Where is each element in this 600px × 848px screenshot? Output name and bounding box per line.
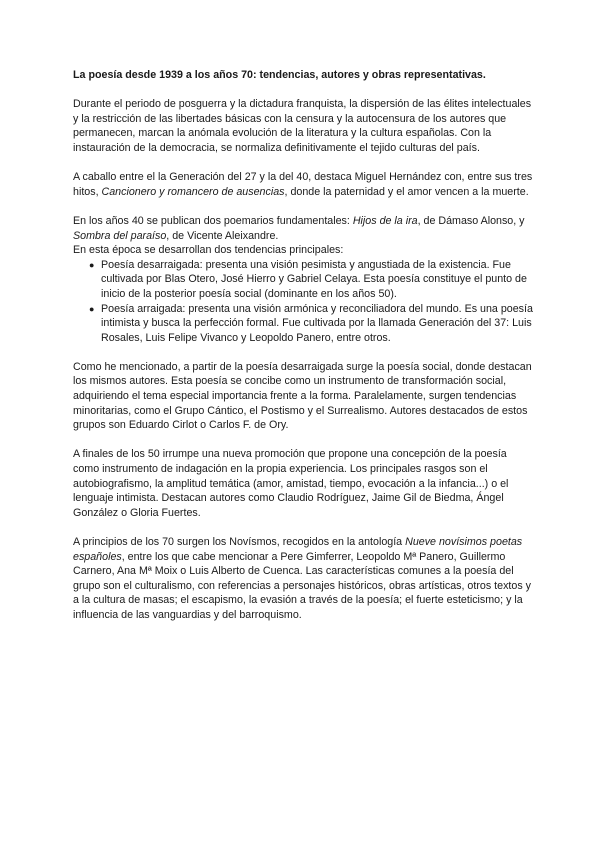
paragraph-novisimos xyxy=(73,535,533,623)
list-item xyxy=(89,258,533,302)
text-span: , entre los que cabe mencionar a Pere Gimferrer, Leopoldo Mª Panero, Guillermo Carnero, Ana Mª Moix o Luis Alberto de Cuenca. Las características comunes a la poesía del grupo son el culturalismo, con referencias a personajes históricos, obras artísticas, otros textos y a la cultura de masas; el escapismo, la evasión a través de la poesía; el fuerte esteticismo; y la influencia de las vanguardias y del barroquismo. xyxy=(73,550,531,621)
text-span: , donde la paternidad y el amor vencen a la muerte. xyxy=(284,185,529,198)
text-span: , de Dámaso Alonso, y xyxy=(417,214,525,227)
list-item xyxy=(89,302,533,346)
list-item-text: Poesía desarraigada: presenta una visión pesimista y angustiada de la existencia. Fue cultivada por Blas Otero, José Hierro y Gabriel Celaya. Esta poesía constituye el punto de inicio de la posterior poesía social (dominante en los años 50). xyxy=(101,258,527,300)
paragraph-poesia-social: Como he mencionado, a partir de la poesía desarraigada surge la poesía social, donde destacan los mismos autores. Esta poesía se concibe como un instrumento de transformación social, adquiriendo el tema especial importancia frente a la forma. Paralelamente, surgen tendencias minoritarias, como el Grupo Cántico, el Postismo y el Surrealismo. Autores destacados de estos grupos son Eduardo Cirlot o Carlos F. de Ory. xyxy=(73,360,532,432)
text-span: A principios de los 70 surgen los Novísmos, recogidos en la antología xyxy=(73,536,406,548)
list-item-text: Poesía arraigada: presenta una visión armónica y reconciliadora del mundo. Es una poesía intimista y busca la perfección formal. Fue cultivada por la llamada Generación del 37: Luis Rosales, Luis Felipe Vivanco y Leopoldo Panero, entre otros. xyxy=(101,302,533,344)
paragraph-anos-50: A finales de los 50 irrumpe una nueva promoción que propone una concepción de la poesía como instrumento de indagación en la propia experiencia. Los principales rasgos son el autobiografismo, la amplitud temática (amor, amistad, tiempo, evocación a la infancia...) o el lenguaje intimista. Destacan autores como Claudio Rodríguez, Jaime Gil de Biedma, Ángel González o Gloria Fuertes. xyxy=(73,448,509,519)
paragraph-anos-40 xyxy=(73,214,533,243)
tendencias-list xyxy=(73,258,533,346)
paragraph-miguel-hernandez xyxy=(73,170,533,199)
document-title: La poesía desde 1939 a los años 70: tendencias, autores y obras representativas. xyxy=(73,69,486,81)
bullet-icon: ● xyxy=(89,259,95,270)
document-page xyxy=(73,68,533,637)
text-span: A caballo entre el la Generación del 27 y la del 40, destaca Miguel Hernández con, entre sus tres hitos, xyxy=(73,171,533,198)
work-title: Cancionero y romancero de ausencias xyxy=(101,185,285,198)
text-span: , de Vicente Aleixandre. xyxy=(166,229,279,242)
work-title: Hijos de la ira xyxy=(352,214,418,227)
bullet-icon: ● xyxy=(89,303,95,314)
work-title: Sombra del paraíso xyxy=(73,229,167,242)
paragraph-tendencias-intro: En esta época se desarrollan dos tendencias principales: xyxy=(73,244,344,257)
text-span: En los años 40 se publican dos poemarios fundamentales: xyxy=(73,214,353,227)
work-title: Nueve novísimos poetas españoles xyxy=(73,536,523,563)
paragraph-posguerra: Durante el periodo de posguerra y la dictadura franquista, la dispersión de las élites intelectuales y la restricción de las libertades básicas con la censura y la autocensura de los autores que permanecen, marcan la anómala evolución de la literatura y la cultura españolas. Con la instauración de la democracia, se normaliza definitivamente el tejido culturas del país. xyxy=(73,98,532,154)
